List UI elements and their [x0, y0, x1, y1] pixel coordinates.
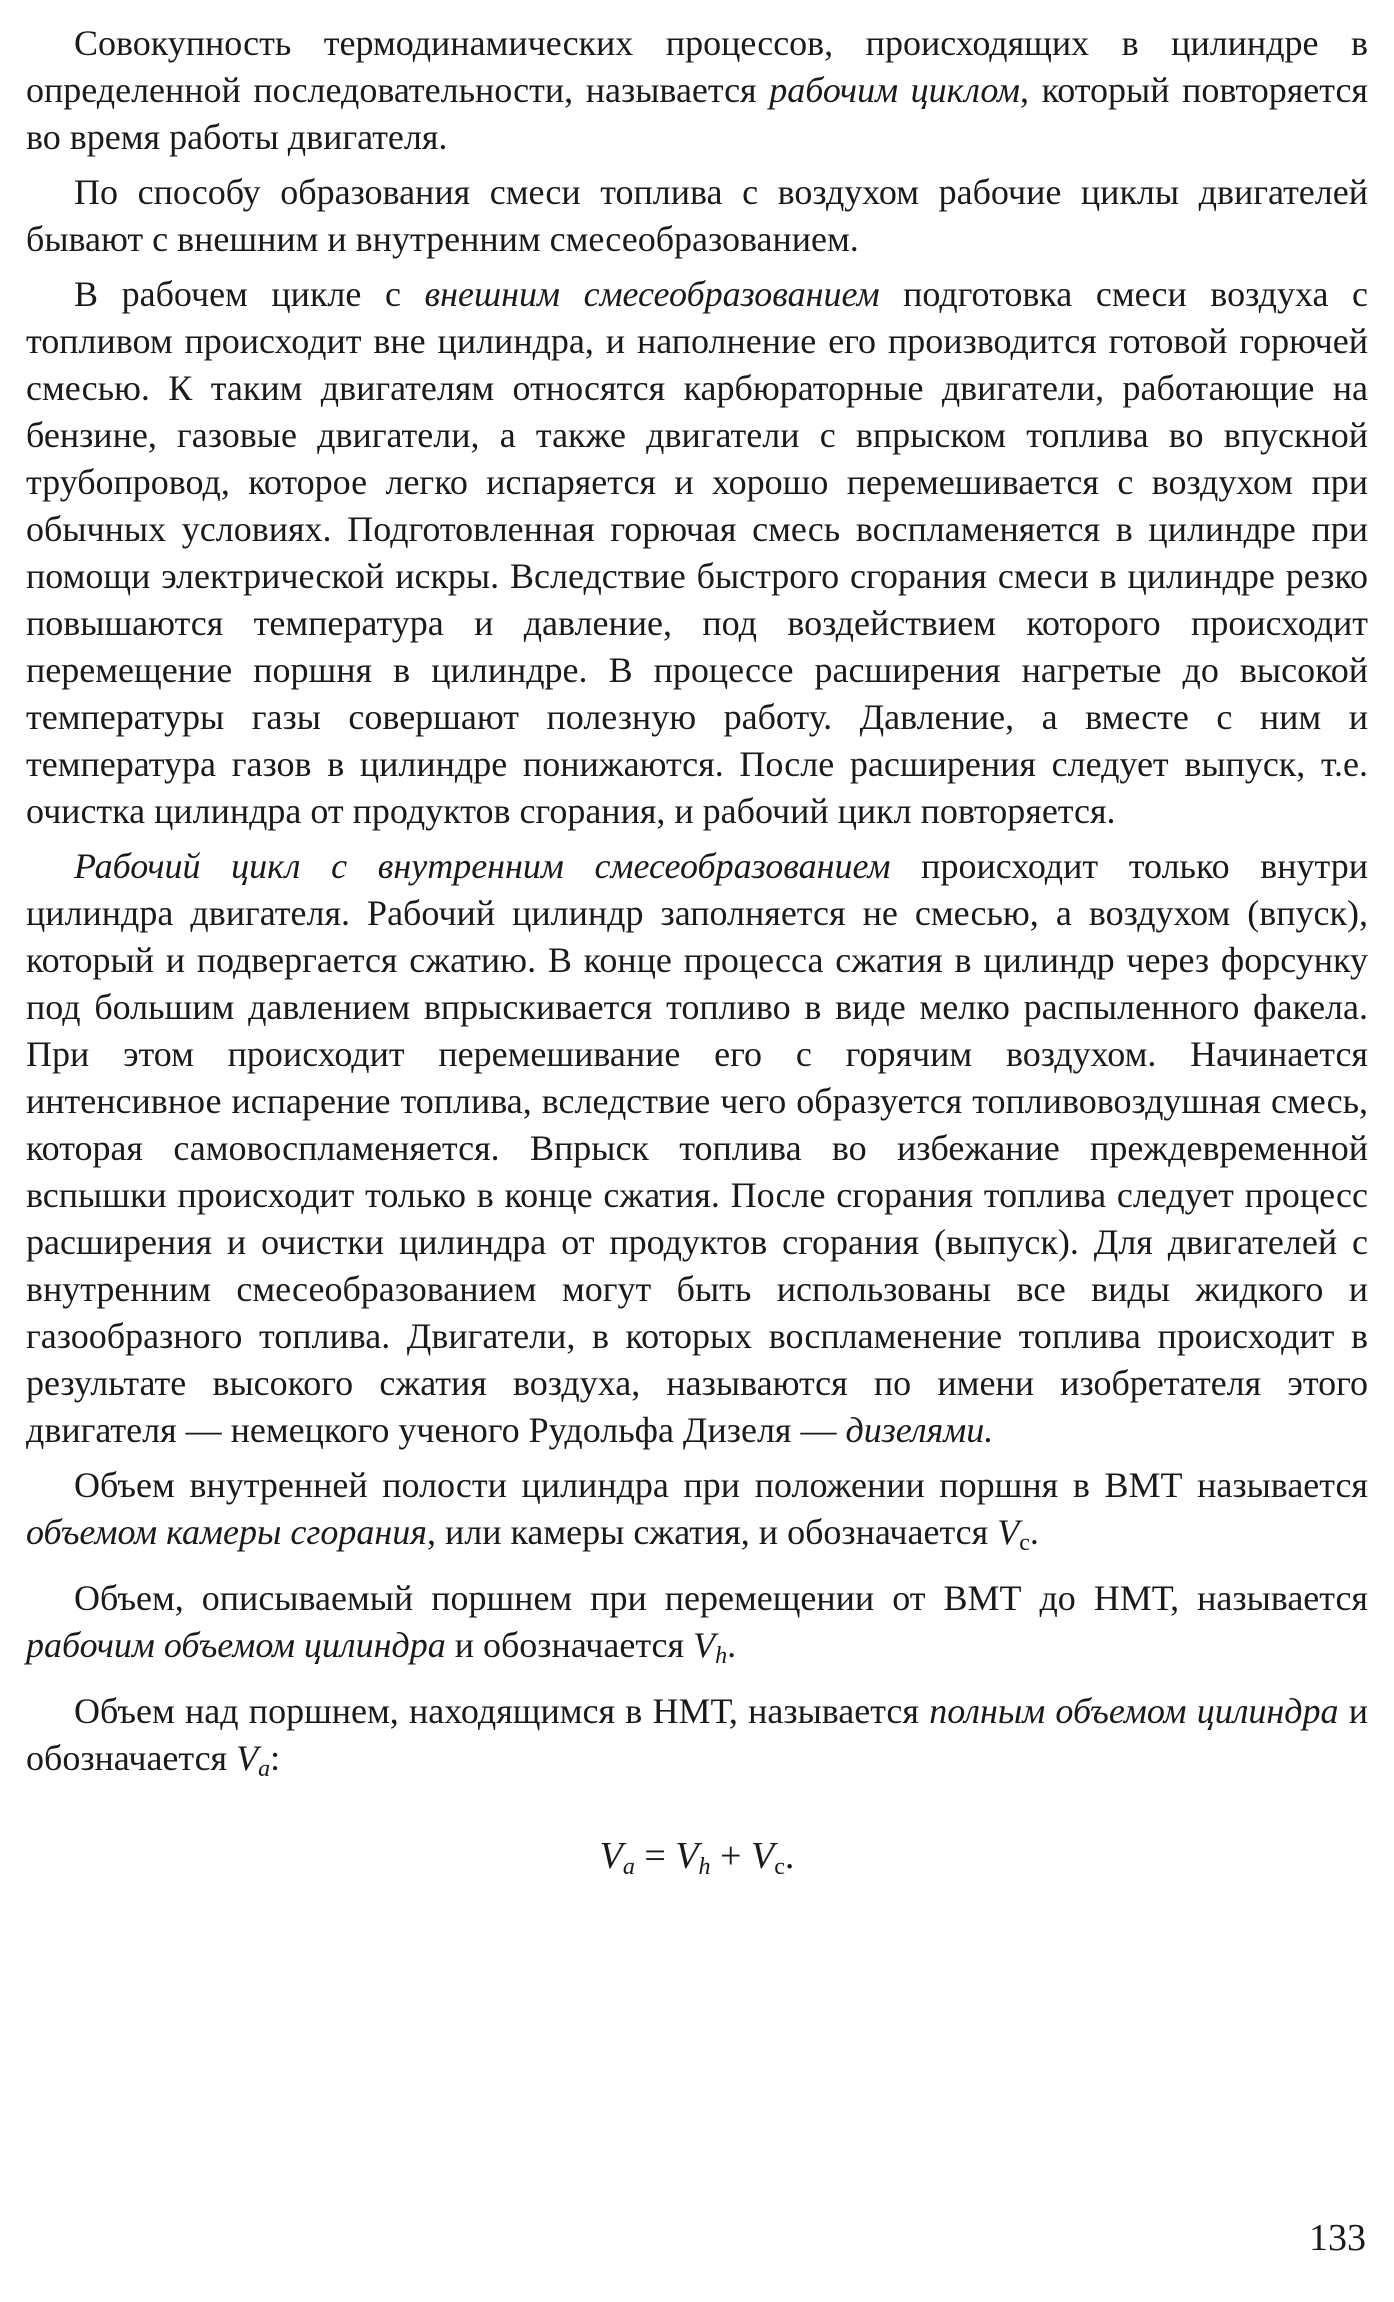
italic-term: Рабочий цикл с внутренним смесеобразованием [74, 846, 891, 886]
page-body [26, 20, 1368, 1892]
text-run: : [270, 1738, 281, 1778]
text-run: подготовка смеси воздуха с топливом происходит вне цилиндра, и наполнение его производится готовой горючей смесью. К таким двигателям относятся карбюраторные двигатели, работающие на бензине, газовые двигатели, а также двигатели с впрыском топлива во впускной трубопровод, которое легко испаряется и хорошо перемешивается с воздухом при обычных условиях. Подготовленная горючая смесь воспламеняется в цилиндре при помощи электрической искры. Вследствие быстрого сгорания смеси в цилиндре резко повышаются температура и давление, под воздействием которого происходит перемещение поршня в цилиндре. В процессе расширения нагретые до высокой температуры газы совершают полезную работу. Давление, а вместе с ним и температура газов в цилиндре понижаются. После расширения следует выпуск, т.е. очистка цилиндра от продуктов сгорания, и рабочий цикл повторяется. [26, 274, 1369, 831]
text-run: По способу образования смеси топлива с воздухом рабочие циклы двигателей бывают с внешним и внутренним смесеобразованием. [26, 172, 1368, 259]
subscript: h [715, 1643, 728, 1669]
text-run: и обозначается [445, 1625, 694, 1665]
formula-term1-symbol: V [675, 1835, 699, 1877]
italic-term: рабочим объемом цилиндра [26, 1625, 446, 1665]
text-run: Объем внутренней полости цилиндра при положении поршня в ВМТ называется [74, 1465, 1368, 1505]
text-run: и обозначается [26, 1691, 1368, 1778]
paragraph [26, 1575, 1368, 1680]
paragraph [26, 1688, 1368, 1793]
text-run: Объем, описываемый поршнем при перемещении от ВМТ до НМТ, называется [74, 1578, 1368, 1618]
subscript: a [258, 1756, 271, 1782]
text-body [26, 20, 1368, 1793]
paragraph [26, 271, 1368, 835]
paragraph [26, 20, 1368, 161]
italic-term: дизелями. [845, 1410, 994, 1450]
text-run: происходит только внутри цилиндра двигателя. Рабочий цилиндр заполняется не смесью, а воздухом (впуск), который и подвергается сжатию. В конце процесса сжатия в цилиндр через форсунку под большим давлением впрыскивается топливо в виде мелко распыленного факела. При этом происходит перемешивание его с горячим воздухом. Начинается интенсивное испарение топлива, вследствие чего образуется топливовоздушная смесь, которая самовоспламеняется. Впрыск топлива во избежание преждевременной вспышки происходит только в конце сжатия. После сгорания топлива следует процесс расширения и очистки цилиндра от продуктов сгорания (выпуск). Для двигателей с внутренним смесеобразованием могут быть использованы все виды жидкого и газообразного топлива. Двигатели, в которых воспламенение топлива происходит в результате высокого сжатия воздуха, называются по имени изобретателя этого двигателя — немецкого ученого Рудольфа Дизеля — [26, 846, 1368, 1450]
formula-plus: + [710, 1835, 751, 1877]
page-number: 133 [1309, 2217, 1366, 2259]
formula-equals: = [634, 1835, 676, 1877]
italic-term: объемом камеры сгорания [26, 1512, 427, 1552]
paragraph [26, 843, 1368, 1454]
text-run: В рабочем цикле с [74, 274, 425, 314]
text-run: , или камеры сжатия, и обозначается [426, 1512, 998, 1552]
formula-term1-subscript: h [698, 1854, 711, 1880]
text-run: . [1029, 1512, 1039, 1552]
italic-term: V [997, 1512, 1020, 1552]
italic-term: V [236, 1738, 259, 1778]
formula-lhs-subscript: a [622, 1854, 635, 1880]
formula-term2-symbol: V [750, 1835, 775, 1877]
italic-term: рабочим циклом [769, 70, 1020, 110]
paragraph [26, 1462, 1368, 1567]
italic-term: внешним смесеобразованием [424, 274, 880, 314]
subscript: c [1019, 1530, 1030, 1556]
text-run: Совокупность термодинамических процессов, происходящих в цилиндре в определенной последовательности, называется [26, 23, 1368, 110]
formula-full-volume [26, 1831, 1368, 1892]
italic-term: V [693, 1625, 716, 1665]
text-run: . [727, 1625, 737, 1665]
formula-end: . [784, 1835, 795, 1877]
formula-term2-subscript: c [774, 1854, 785, 1880]
paragraph [26, 169, 1368, 263]
formula-lhs-symbol: V [599, 1835, 623, 1877]
text-run: Объем над поршнем, находящимся в НМТ, называется [74, 1691, 930, 1731]
italic-term: полным объемом цилиндра [929, 1691, 1339, 1731]
text-run: , который повторяется во время работы двигателя. [26, 70, 1368, 157]
